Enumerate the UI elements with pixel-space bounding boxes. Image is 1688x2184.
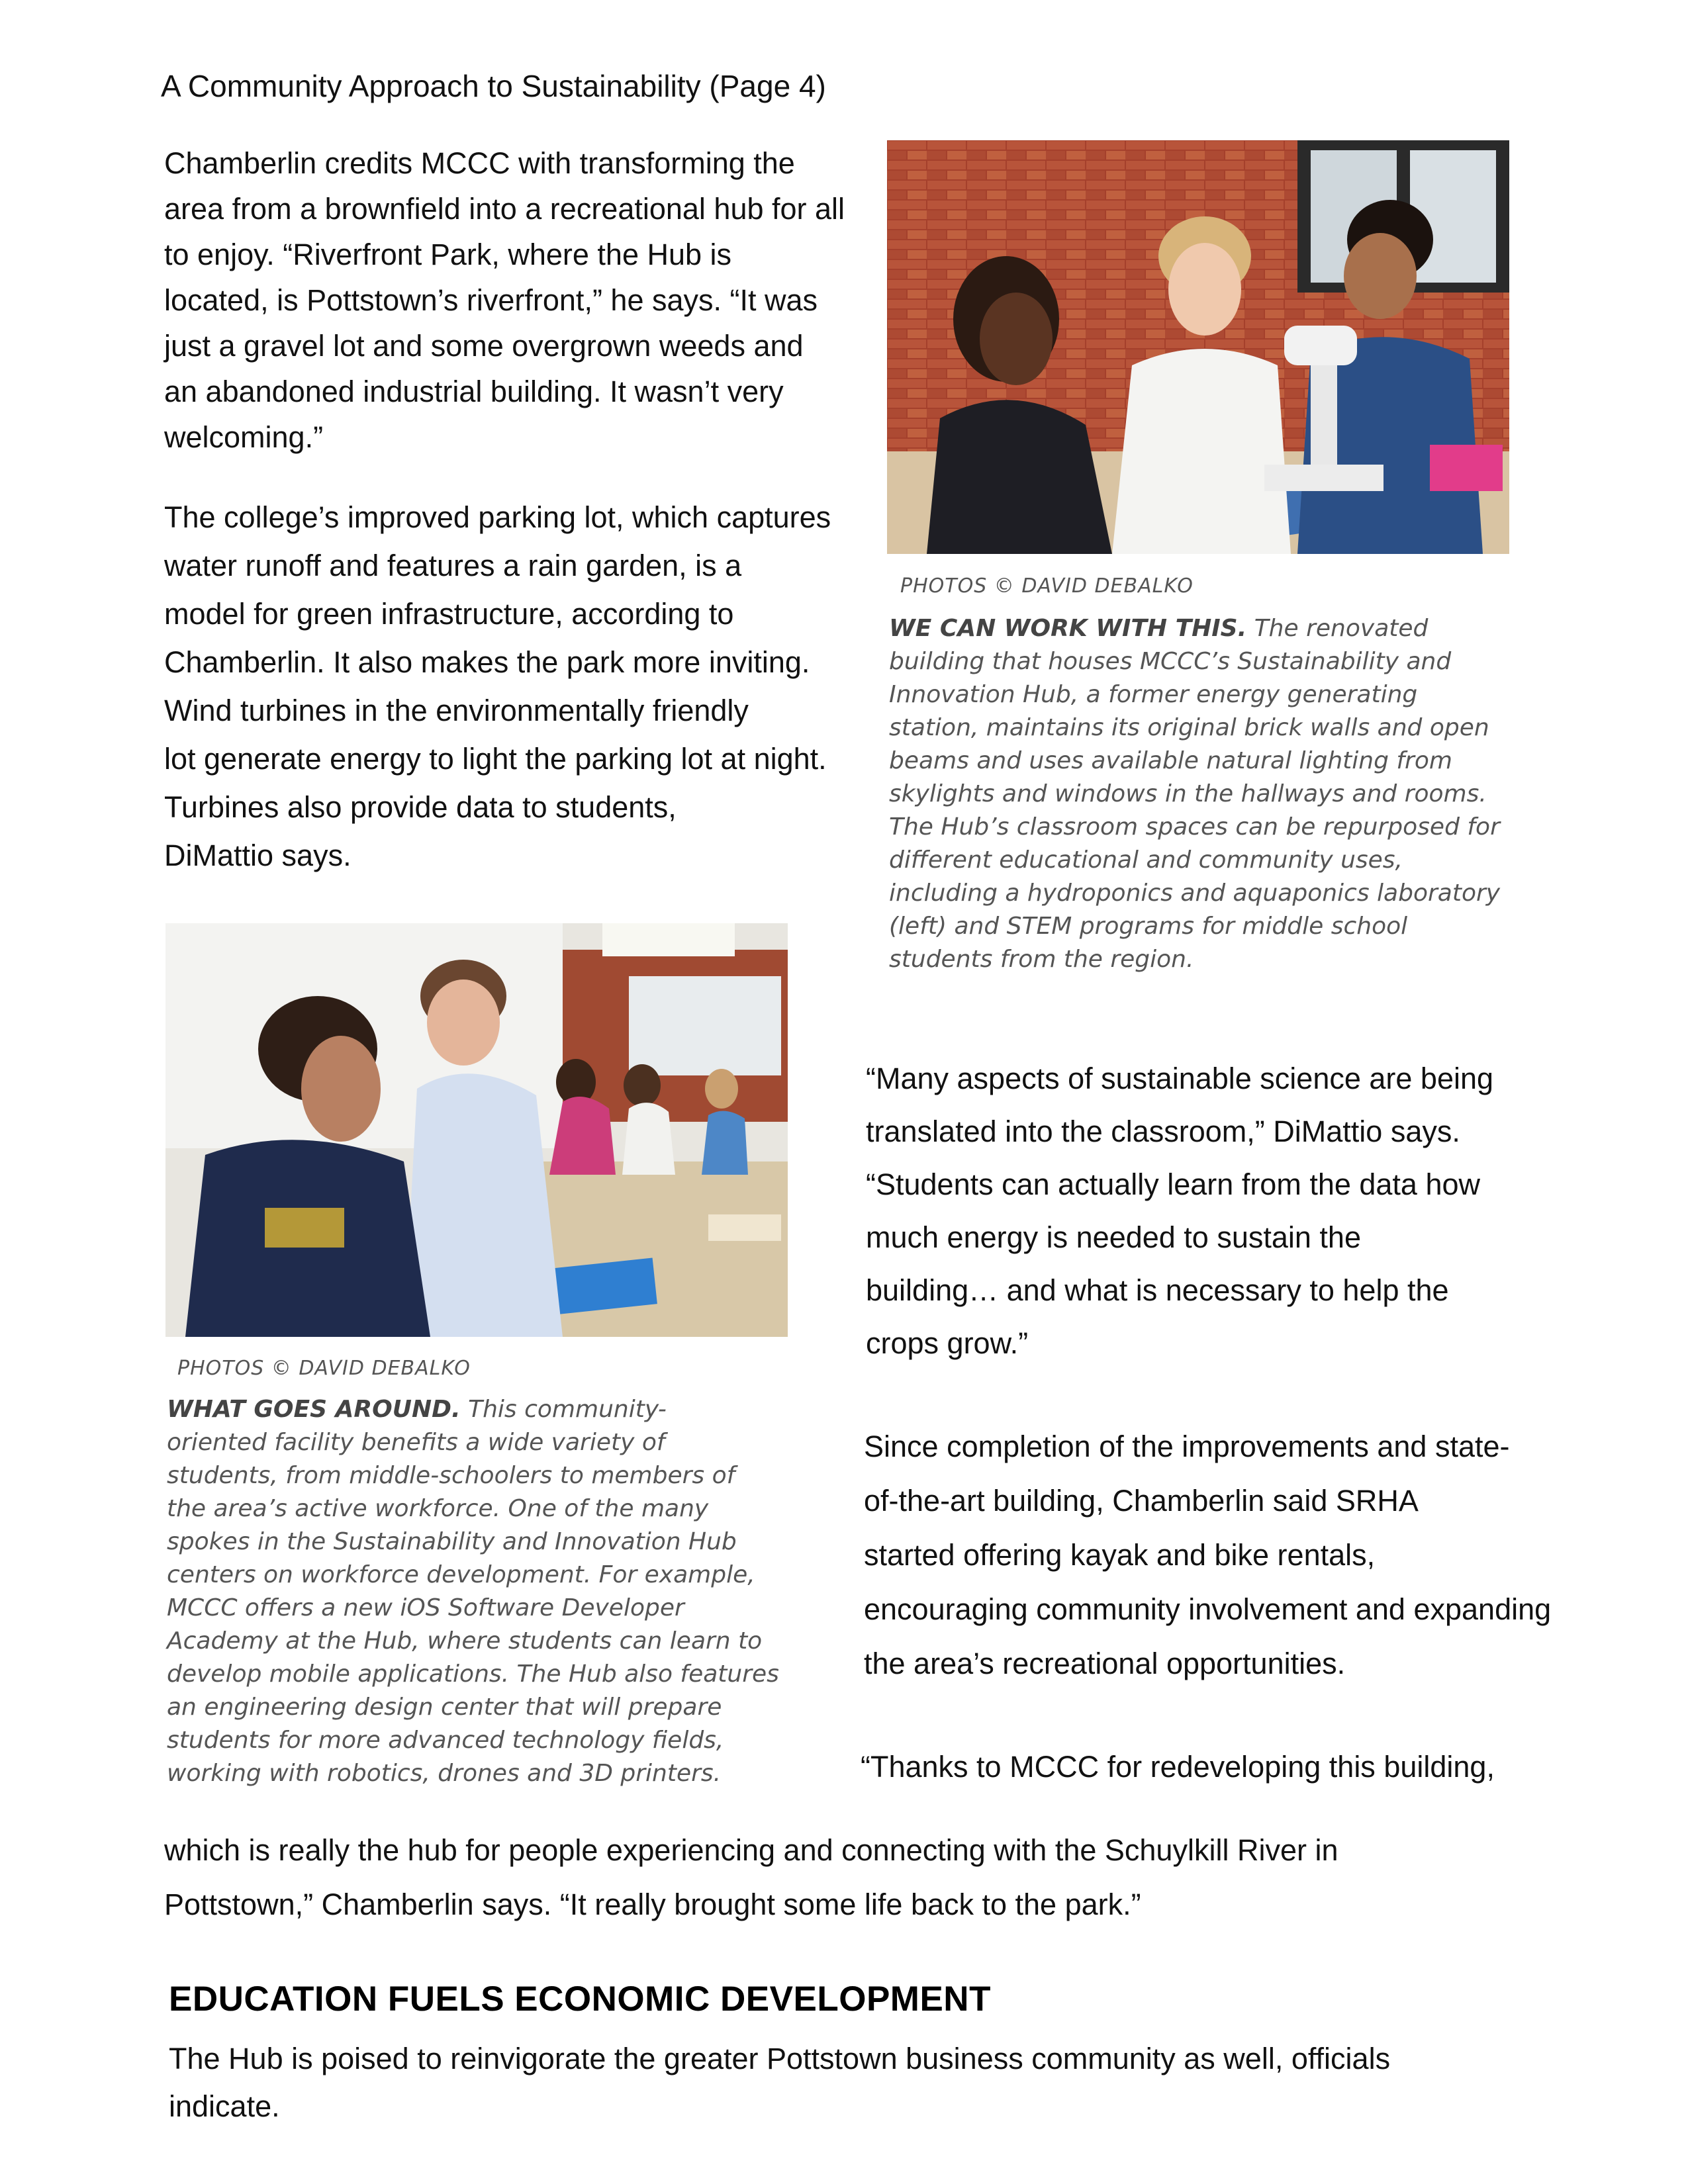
lab-microscope-photo bbox=[887, 140, 1509, 554]
caption-line: spokes in the Sustainability and Innovation Hub bbox=[167, 1528, 737, 1555]
caption-line: oriented facility benefits a wide variety of bbox=[167, 1429, 665, 1456]
text-line: welcoming.” bbox=[164, 420, 324, 454]
text-line: Since completion of the improvements and state- bbox=[864, 1430, 1510, 1463]
text-line: crops grow.” bbox=[866, 1326, 1029, 1360]
caption-line: beams and uses available natural lighting from bbox=[889, 747, 1452, 774]
text-line: to enjoy. “Riverfront Park, where the Hub is bbox=[164, 238, 732, 271]
text-line: area from a brownfield into a recreational hub for all bbox=[164, 192, 845, 226]
text-line: DiMattio says. bbox=[164, 839, 352, 872]
paragraph-business-community bbox=[169, 2035, 1427, 2130]
text-line: translated into the classroom,” DiMattio says. bbox=[866, 1115, 1460, 1148]
caption-line: students, from middle-schoolers to members of bbox=[167, 1462, 735, 1489]
caption-line: centers on workforce development. For example, bbox=[167, 1561, 755, 1588]
caption-line: the area’s active workforce. One of the many bbox=[167, 1495, 709, 1522]
text-line: “Many aspects of sustainable science are being bbox=[866, 1062, 1494, 1095]
caption-line: students for more advanced technology fields, bbox=[167, 1727, 724, 1754]
text-line: Chamberlin. It also makes the park more inviting. bbox=[164, 645, 810, 679]
text-line: model for green infrastructure, according to bbox=[164, 597, 734, 631]
text-line: an abandoned industrial building. It wasn’t very bbox=[164, 375, 784, 408]
text-line: lot generate energy to light the parking lot at night. bbox=[164, 742, 827, 776]
text-line: just a gravel lot and some overgrown weeds and bbox=[164, 329, 804, 363]
text-line: Wind turbines in the environmentally friendly bbox=[164, 694, 749, 727]
paragraph-schuylkill bbox=[164, 1823, 1356, 1932]
text-line: much energy is needed to sustain the bbox=[866, 1220, 1361, 1254]
caption-line: including a hydroponics and aquaponics laboratory bbox=[889, 880, 1501, 907]
caption-line: students from the region. bbox=[889, 946, 1194, 973]
caption-lead: WHAT GOES AROUND. bbox=[167, 1396, 461, 1423]
caption-lead: WE CAN WORK WITH THIS. bbox=[889, 615, 1247, 642]
photo-credit: PHOTOS © DAVID DEBALKO bbox=[177, 1357, 471, 1380]
text-line: started offering kayak and bike rentals, bbox=[864, 1538, 1376, 1572]
text-line: The college’s improved parking lot, which captures bbox=[164, 500, 831, 534]
text-line: “Thanks to MCCC for redeveloping this building, bbox=[861, 1750, 1495, 1784]
caption-line: building that houses MCCC’s Sustainability and bbox=[889, 648, 1452, 675]
text-line: Chamberlin credits MCCC with transforming the bbox=[164, 146, 795, 180]
caption-line: This community- bbox=[460, 1396, 667, 1423]
page-title: A Community Approach to Sustainability (Page 4) bbox=[161, 69, 826, 103]
text-line: “Students can actually learn from the data how bbox=[866, 1167, 1481, 1201]
caption-line: station, maintains its original brick walls and open bbox=[889, 714, 1489, 741]
paragraph-srha-rentals bbox=[864, 1420, 1572, 1691]
caption-line: The Hub’s classroom spaces can be repurposed for bbox=[889, 813, 1500, 841]
text-line: encouraging community involvement and expanding bbox=[864, 1592, 1552, 1626]
text-line: water runoff and features a rain garden, is a bbox=[164, 549, 742, 582]
photo-caption-top bbox=[889, 612, 1518, 976]
section-heading: EDUCATION FUELS ECONOMIC DEVELOPMENT bbox=[169, 1979, 991, 2019]
paragraph-dimattio-quote bbox=[866, 1052, 1594, 1370]
text-line: located, is Pottstown’s riverfront,” he says. “It was bbox=[164, 283, 818, 317]
text-line: building… and what is necessary to help the bbox=[866, 1273, 1449, 1307]
caption-line: Innovation Hub, a former energy generating bbox=[889, 681, 1418, 708]
text-line: which is really the hub for people experiencing and connecting with the Schuylkill River in bbox=[164, 1833, 1338, 1867]
photo-caption-left bbox=[167, 1393, 816, 1790]
paragraph-brownfield bbox=[164, 140, 859, 460]
caption-line: working with robotics, drones and 3D printers. bbox=[167, 1760, 722, 1787]
paragraph-parking-lot bbox=[164, 493, 859, 880]
text-line: Turbines also provide data to students, bbox=[164, 790, 677, 824]
caption-line: MCCC offers a new iOS Software Developer bbox=[167, 1594, 684, 1621]
caption-line: develop mobile applications. The Hub also features bbox=[167, 1661, 779, 1688]
caption-line: an engineering design center that will prepare bbox=[167, 1694, 722, 1721]
photo-credit: PHOTOS © DAVID DEBALKO bbox=[900, 574, 1194, 598]
text-line: The Hub is poised to reinvigorate the greater Pottstown business community as well, officials bbox=[169, 2042, 1391, 2075]
text-line: indicate. bbox=[169, 2089, 280, 2123]
caption-line: Academy at the Hub, where students can learn to bbox=[167, 1627, 763, 1655]
caption-line: The renovated bbox=[1246, 615, 1429, 642]
text-line: Pottstown,” Chamberlin says. “It really brought some life back to the park.” bbox=[164, 1888, 1141, 1921]
text-line: of-the-art building, Chamberlin said SRHA bbox=[864, 1484, 1419, 1518]
classroom-students-photo bbox=[165, 923, 788, 1337]
text-line: the area’s recreational opportunities. bbox=[864, 1647, 1346, 1680]
caption-line: skylights and windows in the hallways and rooms. bbox=[889, 780, 1487, 807]
caption-line: (left) and STEM programs for middle school bbox=[889, 913, 1408, 940]
caption-line: different educational and community uses, bbox=[889, 846, 1403, 874]
paragraph-thanks-quote bbox=[861, 1744, 1523, 1790]
